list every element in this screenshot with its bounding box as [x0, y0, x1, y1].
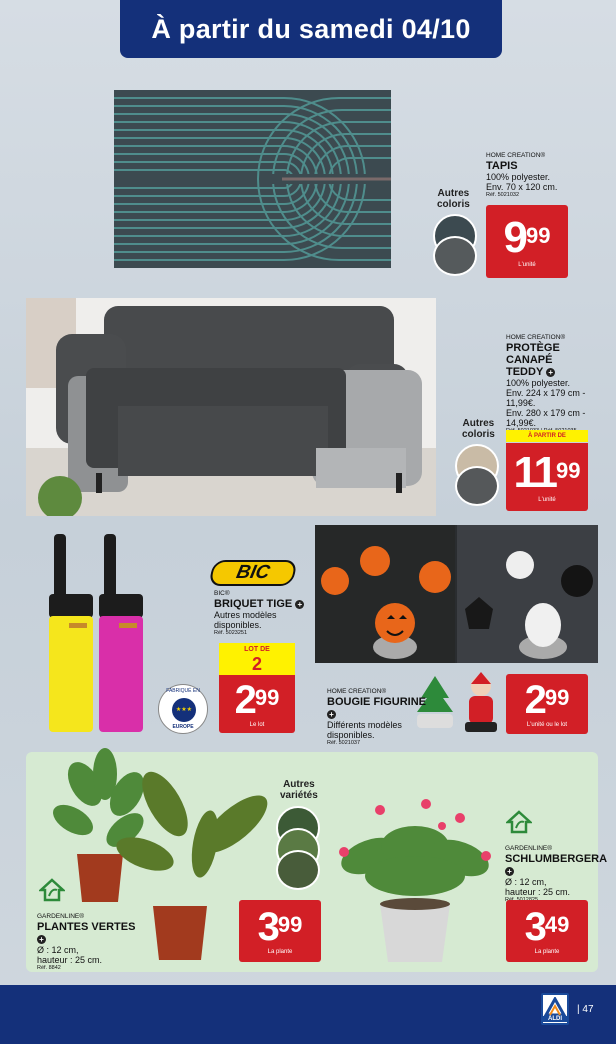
protege-price — [506, 443, 588, 511]
aldi-logo-text: ALDI — [543, 1016, 567, 1022]
lot-label: LOT DE — [244, 646, 270, 653]
product-name-line — [214, 598, 309, 610]
product-name-line — [37, 921, 147, 945]
plantes-price — [239, 900, 321, 962]
price-dec: 99 — [544, 685, 570, 710]
tapis-description — [486, 152, 596, 199]
plus-circle-icon: + — [37, 935, 46, 944]
lighters-image — [45, 530, 155, 736]
schlumbergera-description — [505, 845, 605, 904]
banner-text: À partir du samedi 04/10 — [151, 13, 471, 44]
coloris-line: coloris — [437, 199, 470, 210]
price-int: 3 — [524, 905, 545, 949]
product-name: PROTÈGE CANAPÉ — [506, 342, 560, 366]
product-name: SCHLUMBERGERA — [505, 853, 607, 865]
price-unit: L'unité — [518, 261, 536, 268]
made-in-europe-seal — [158, 684, 208, 734]
detail: Env. 280 x 179 cm - — [506, 408, 586, 418]
price-unit: La plante — [267, 949, 293, 955]
detail: 100% polyester. — [486, 172, 551, 182]
tapis-coloris-label — [437, 188, 470, 210]
bic-price — [219, 675, 295, 733]
tapis-price — [486, 205, 568, 278]
product-name: TAPIS — [486, 160, 518, 172]
seal-top-text: FABRIQUÉ EN — [166, 688, 200, 694]
christmas-figurine-icon — [415, 670, 505, 736]
price-unit: La plante — [534, 949, 560, 955]
seal-bottom-text: EUROPE — [172, 724, 194, 730]
product-name-line — [505, 853, 605, 877]
product-name-line — [327, 696, 427, 720]
price-dec: 99 — [556, 458, 581, 483]
aldi-logo-icon — [543, 997, 567, 1017]
price-dec: 99 — [526, 222, 551, 248]
rug-swatch-grey — [433, 236, 477, 276]
plus-circle-icon: + — [327, 710, 336, 719]
detail: Différents modèles — [327, 720, 402, 730]
product-name: PLANTES VERTES — [37, 921, 136, 933]
candles-image — [315, 525, 598, 663]
detail: 11,99€. — [506, 398, 536, 408]
plantes-description — [37, 913, 147, 972]
detail: Ø : 12 cm, — [505, 877, 547, 887]
protege-description — [506, 334, 606, 435]
varietes-label — [280, 779, 318, 801]
bic-logo-text: BIC — [234, 562, 272, 583]
date-banner — [120, 0, 502, 58]
christmas-candles-image — [415, 670, 505, 736]
gardenline-home-icon — [39, 878, 65, 902]
detail: disponibles. — [214, 620, 262, 630]
schlumbergera-price — [506, 900, 588, 962]
ref: Réf. 5021032 — [486, 192, 520, 198]
bic-logo — [208, 560, 298, 586]
product-name-line2 — [506, 366, 606, 378]
price-unit: L'unité ou le lot — [526, 722, 568, 728]
price-int: 2 — [524, 678, 545, 722]
lot-badge — [219, 643, 295, 675]
lot-count: 2 — [251, 654, 262, 674]
coloris-line: coloris — [462, 429, 495, 440]
bougie-description — [327, 688, 427, 747]
flowering-plant-icon — [330, 796, 500, 968]
brand: GARDENLINE® — [37, 913, 85, 920]
product-name: BOUGIE FIGURINE — [327, 696, 427, 708]
detail: hauteur : 25 cm. — [505, 887, 571, 897]
sofa-icon — [26, 298, 436, 516]
coloris-line: Autres — [462, 418, 495, 429]
detail: 100% polyester. — [506, 378, 571, 388]
gardenline-home-icon — [506, 810, 532, 834]
brand: BIC® — [214, 590, 230, 597]
price-int: 2 — [234, 678, 255, 722]
from-label: À PARTIR DE — [528, 433, 566, 439]
detail: hauteur : 25 cm. — [37, 955, 103, 965]
rug-pattern-icon — [114, 90, 391, 268]
detail: 14,99€. — [506, 418, 537, 428]
sofa-image — [26, 298, 436, 516]
price-dec: 49 — [544, 912, 570, 937]
detail: Ø : 12 cm, — [37, 945, 79, 955]
detail: Env. 70 x 120 cm. — [486, 182, 558, 192]
from-badge — [506, 430, 588, 442]
product-name: TEDDY — [506, 366, 544, 378]
brand: HOME CREATION® — [327, 688, 387, 695]
bougie-price — [506, 674, 588, 734]
eu-flag-icon: ★★★ — [172, 698, 196, 722]
price-int: 9 — [503, 212, 526, 262]
protege-coloris-label — [462, 418, 495, 440]
plus-circle-icon: + — [295, 600, 304, 609]
page-number-text: 47 — [582, 1004, 594, 1015]
price-dec: 99 — [254, 685, 280, 710]
page-number: | 47 — [577, 1004, 594, 1015]
price-unit: L'unité — [538, 497, 556, 503]
coloris-line: Autres — [437, 188, 470, 199]
varietes-line: variétés — [280, 790, 318, 801]
candle-figurine-icon — [315, 525, 598, 663]
bic-description — [214, 590, 309, 637]
varietes-line: Autres — [283, 779, 315, 790]
schlumbergera-image — [330, 796, 500, 968]
footer-bar — [0, 985, 616, 1044]
brand: HOME CREATION® — [506, 334, 566, 341]
sofa-swatch-grey — [455, 466, 499, 506]
rug-image — [114, 90, 391, 268]
detail: disponibles. — [327, 730, 375, 740]
price-int: 11 — [513, 448, 557, 497]
product-name: BRIQUET TIGE — [214, 598, 293, 610]
plus-circle-icon: + — [546, 368, 555, 377]
brand: GARDENLINE® — [505, 845, 553, 852]
aldi-logo — [541, 993, 569, 1025]
detail: Env. 224 x 179 cm - — [506, 388, 586, 398]
price-unit: Le lot — [249, 722, 265, 728]
detail: Autres modèles — [214, 610, 277, 620]
price-dec: 99 — [277, 912, 303, 937]
price-int: 3 — [257, 905, 278, 949]
lighter-icon — [45, 530, 155, 736]
ref: Réf. 5021037 — [327, 740, 361, 746]
ref: Réf. 5023251 — [214, 630, 248, 636]
ref: Réf. 8842 — [37, 965, 61, 971]
variety-swatch-3 — [276, 850, 320, 890]
brand: HOME CREATION® — [486, 152, 546, 159]
plus-circle-icon: + — [505, 867, 514, 876]
